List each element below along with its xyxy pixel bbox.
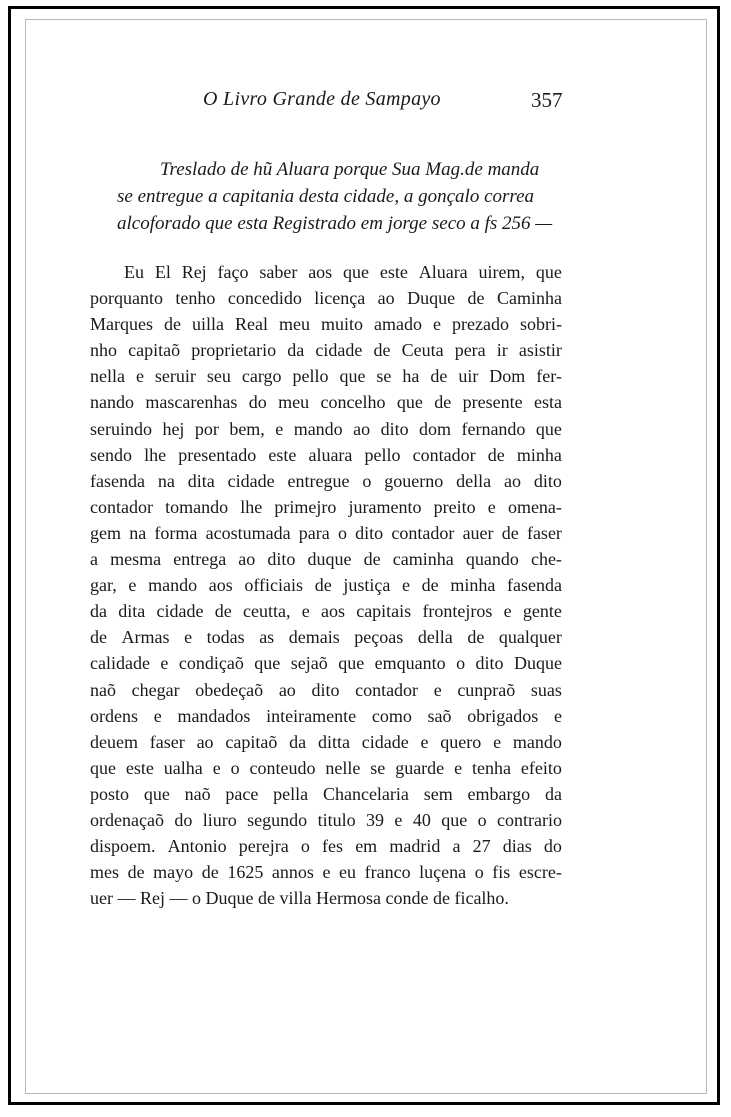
heading-line: se entregue a capitania desta cidade, a gonçalo correa — [117, 186, 535, 207]
body-line: de Armas e todas as demais peçoas della de qualquer — [90, 627, 562, 648]
body-line: que este ualha e o conteudo nelle se guarde e tenha efeito — [90, 757, 562, 778]
body-line: ordenaçaõ do liuro segundo titulo 39 e 40 que o contrario — [90, 809, 562, 830]
body-line: gem na forma acostumada para o dito contador auer de faser — [90, 522, 562, 543]
body-line: nella e seruir seu cargo pello que se ha de uir Dom fer- — [90, 366, 562, 387]
body-line: seruindo hej por bem, e mando ao dito dom fernando que — [90, 418, 562, 439]
body-line: Marques de uilla Real meu muito amado e prezado sobri- — [90, 314, 562, 335]
heading-line: Treslado de hũ Aluara porque Sua Mag.de manda — [160, 159, 540, 180]
body-line: dispoem. Antonio perejra o fes em madrid a 27 dias do — [90, 836, 562, 857]
body-line: mes de mayo de 1625 annos e eu franco luçena o fis escre- — [90, 862, 562, 883]
page-number: 357 — [531, 88, 563, 112]
body-line: da dita cidade de ceutta, e aos capitais frontejros e gente — [90, 601, 562, 622]
body-line: ordens e mandados inteiramente como saõ obrigados e — [90, 705, 562, 726]
body-line: gar, e mando aos officiais de justiça e de minha fasenda — [90, 575, 562, 596]
body-line: fasenda na dita cidade entregue o gouerno della ao dito — [90, 470, 562, 491]
body-line: sendo lhe presentado este aluara pello contador de minha — [90, 444, 562, 465]
body-line: nando mascarenhas do meu concelho que de presente esta — [90, 392, 562, 413]
body-line: naõ chegar obedeçaõ ao dito contador e cunpraõ suas — [90, 679, 562, 700]
body-line: porquanto tenho concedido licença ao Duque de Caminha — [90, 288, 562, 309]
body-line: uer — Rej — o Duque de villa Hermosa conde de ficalho. — [90, 888, 509, 909]
body-paragraph — [90, 259, 562, 911]
body-line: posto que naõ pace pella Chancelaria sem embargo da — [90, 783, 562, 804]
body-line: deuem faser ao capitaõ da ditta cidade e quero e mando — [90, 731, 562, 752]
body-line: nho capitaõ proprietario da cidade de Ceuta pera ir asistir — [90, 340, 562, 361]
running-title: O Livro Grande de Sampayo — [203, 88, 441, 110]
body-line: contador tomando lhe primejro juramento preito e omena- — [90, 496, 562, 517]
heading-line: alcoforado que esta Registrado em jorge seco a fs 256 — — [117, 213, 553, 234]
body-line: Eu El Rej faço saber aos que este Aluara uirem, que — [124, 262, 562, 282]
document-heading — [117, 156, 562, 237]
body-line: calidade e condiçaõ que sejaõ que emquanto o dito Duque — [90, 653, 562, 674]
body-line: a mesma entrega ao dito duque de caminha quando che- — [90, 549, 562, 570]
